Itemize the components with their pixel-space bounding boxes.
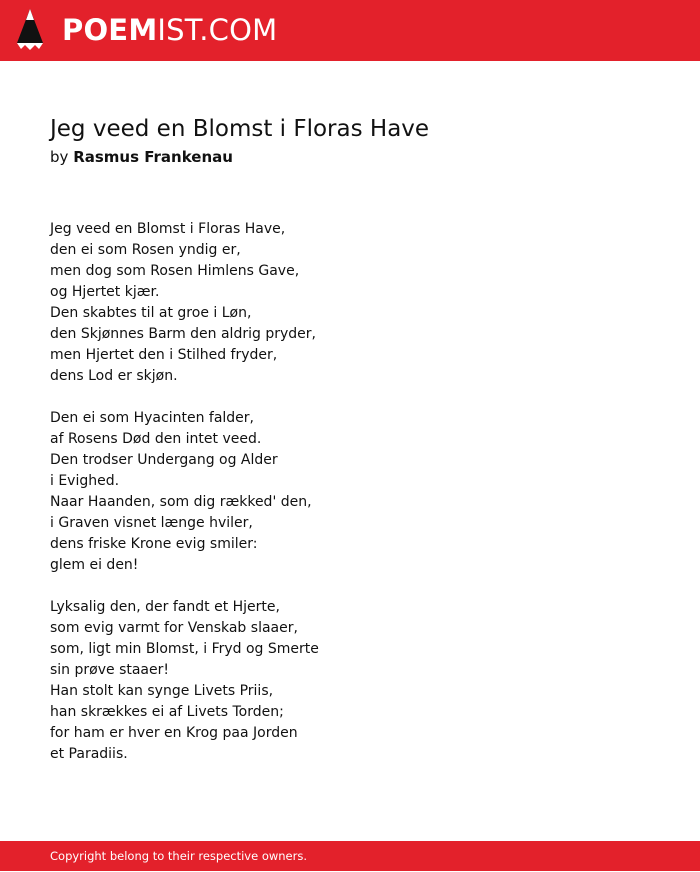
poem-body (50, 219, 650, 786)
poem-line: han skrækkes ei af Livets Torden; (50, 704, 284, 720)
poem-line: Jeg veed en Blomst i Floras Have, (50, 221, 286, 237)
poem-line: Den skabtes til at groe i Løn, (50, 305, 252, 321)
pencil-tip-icon[interactable] (17, 9, 43, 51)
site-header (0, 0, 700, 61)
author-name: Rasmus Frankenau (73, 148, 233, 166)
poem-line: den ei som Rosen yndig er, (50, 242, 241, 258)
poem-line: men dog som Rosen Himlens Gave, (50, 263, 300, 279)
brand-bold: POEM (62, 13, 158, 47)
stanza (50, 597, 650, 765)
by-label: by (50, 148, 69, 166)
poem-line: Lyksalig den, der fandt et Hjerte, (50, 599, 280, 615)
byline (50, 148, 233, 166)
stanza (50, 219, 650, 387)
poem-line: i Graven visnet længe hviler, (50, 515, 253, 531)
poem-line: glem ei den! (50, 557, 139, 573)
poem-line: for ham er hver en Krog paa Jorden (50, 725, 298, 741)
poem-line: som, ligt min Blomst, i Fryd og Smerte (50, 641, 319, 657)
poem-line: Han stolt kan synge Livets Priis, (50, 683, 274, 699)
poem-line: dens friske Krone evig smiler: (50, 536, 258, 552)
poem-line: Den trodser Undergang og Alder (50, 452, 278, 468)
stanza (50, 408, 650, 576)
site-logo-text[interactable] (62, 12, 277, 48)
poem-line: Den ei som Hyacinten falder, (50, 410, 254, 426)
poem-line: som evig varmt for Venskab slaaer, (50, 620, 298, 636)
poem-line: i Evighed. (50, 473, 120, 489)
poem-line: men Hjertet den i Stilhed fryder, (50, 347, 278, 363)
brand-light: IST.COM (157, 13, 278, 47)
poem-line: den Skjønnes Barm den aldrig pryder, (50, 326, 316, 342)
site-footer (0, 841, 700, 871)
poem-line: sin prøve staaer! (50, 662, 169, 678)
poem-line: Naar Haanden, som dig rækked' den, (50, 494, 312, 510)
poem-line: et Paradiis. (50, 746, 128, 762)
poem-line: af Rosens Død den intet veed. (50, 431, 262, 447)
copyright-notice: Copyright belong to their respective owners. (50, 849, 308, 863)
poem-line: dens Lod er skjøn. (50, 368, 178, 384)
poem-line: og Hjertet kjær. (50, 284, 160, 300)
poem-title: Jeg veed en Blomst i Floras Have (50, 116, 430, 142)
